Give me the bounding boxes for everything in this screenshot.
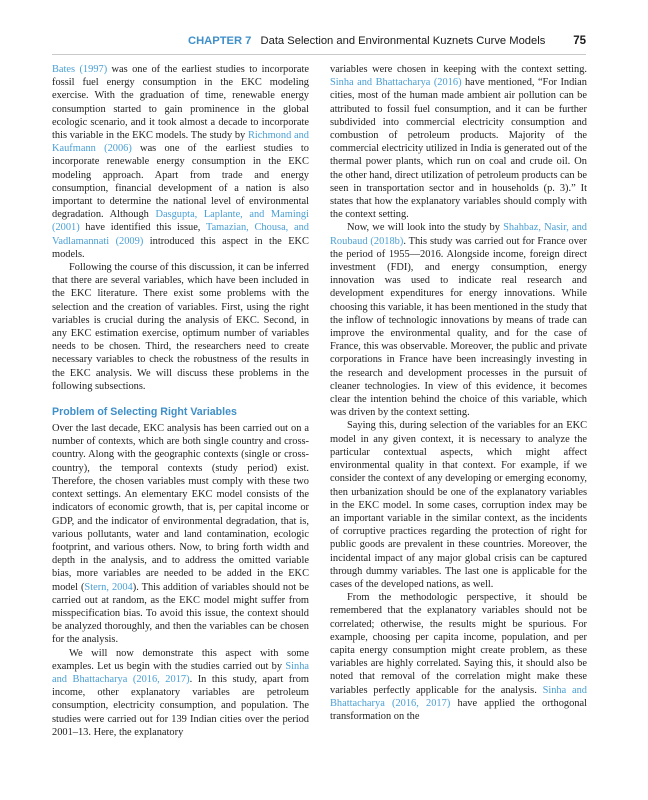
citation-link[interactable]: Bates (1997) <box>52 64 108 75</box>
text-run: . In this study, apart from income, other explanatory variables are petroleum consumption, electricity consumption, and population. The studies were carried out for 139 Indian cities over the period 2001–13. Here, the explanatory <box>52 673 309 738</box>
left-column <box>52 63 309 739</box>
text-run: Now, we will look into the study by <box>347 222 504 234</box>
page-number: 75 <box>573 35 586 47</box>
text-run: From the methodologic perspective, it should be remembered that the explanatory variables should not be correlated; otherwise, the results might be spurious. For example, choosing per capita income, population, and per capita energy consumption might create problem, as these variables are highly correlated. Saying this, it should also be noted that removal of the correlation might make these variables perfectly applicable for the analysis. <box>330 592 587 696</box>
section-heading: Problem of Selecting Right Variables <box>52 406 237 419</box>
text-run: introduced this aspect in the EKC models. <box>52 235 309 260</box>
running-header <box>188 33 586 49</box>
text-run: was one of the earliest studies to incorporate fossil fuel energy consumption in the EKC modeling exercise. With the graduation of time, renewable energy consumption started to gain prominence in the global ecologic scenario, and it took almost a decade to incorporate this variable in the EKC models. The study by <box>52 64 309 142</box>
text-run: was one of the earliest studies to incorporate renewable energy consumption in the EKC modeling approach. Apart from trade and energy consumption, financial development of a nation is also important to determine the national level of environmental degradation. Although <box>52 143 310 221</box>
text-run: have applied the orthogonal transformation on the <box>330 697 587 722</box>
text-run: variables were chosen in keeping with the context setting. <box>330 64 587 75</box>
citation-link[interactable]: Stern, 2004 <box>84 581 133 593</box>
citation-link[interactable]: Sinha and Bhattacharya (2016, 2017) <box>52 660 309 685</box>
citation-link[interactable]: Dasgupta, Laplante, and Mamingi (2001) <box>52 209 309 234</box>
right-column <box>330 63 587 723</box>
paragraph <box>52 647 309 739</box>
paragraph <box>330 221 587 419</box>
citation-link[interactable]: Richmond and Kaufmann (2006) <box>52 130 309 155</box>
text-run: We will now demonstrate this aspect with some examples. Let us begin with the studies carried out by <box>52 647 309 672</box>
chapter-title: Data Selection and Environmental Kuznets Curve Models <box>260 35 546 47</box>
paragraph <box>52 422 309 646</box>
text-run: . This study was carried out for France over the period of 1955—2016. Alongside income, foreign direct investment (FDI), and energy consumption, energy innovation was used to indicate real research and development expenditures for energy innovations. While choosing this variable, it has been mentioned in the study that the inflow of technologic innovations by means of trade can improve the environmental quality, and for the case of France, this was observable. Moreover, the public and private corporations in France have been increasingly investing in the research and development processes in the pursuit of cleaner technologies. In view of this evidence, it becomes clear the intention behind the choice of this variable, which was driven by the context setting. <box>330 235 587 419</box>
citation-link[interactable]: Sinha and Bhattacharya (2016, 2017) <box>330 684 587 709</box>
text-run: Over the last decade, EKC analysis has been carried out on a number of contexts, which are both single country and cross-country. Along with the geographic contexts (single or cross-country), the temporal contexts (study period) exist. Therefore, the chosen variables must comply with these two context settings. An elementary EKC model consists of the indicators of economic growth, that is, per capital income or GDP, and the indicator of environmental degradation, that is, various pollutants, water and land contamination, ecologic footprint, and various others. Now, to bring forth width and depth in the analysis, and to address the omitted variable bias, more variables are needed to be added in the EKC model ( <box>52 423 309 593</box>
paragraph <box>330 591 587 723</box>
paragraph <box>330 63 587 221</box>
citation-link[interactable]: Shahbaz, Nasir, and Roubaud (2018b) <box>330 222 587 247</box>
paragraph: Following the course of this discussion, it can be inferred that there are several variables, which have been included in the EKC literature. There exist some problems with the selection and the creation of variables. First, using the right variables is crucial during the analysis of EKC. Second, in any EKC estimation exercise, optimum number of variables needs to be chosen. Third, the researchers need to create necessary variables to check the robustness of the results in the EKC analysis. We will discuss these problems in the following subsections. <box>52 262 309 392</box>
paragraph: Saying this, during selection of the variables for an EKC model in any given context, it is necessary to analyze the particular contextual aspects, which might affect environmental quality in that context. For example, if we consider the context of any developing or emerging economy, then urbanization should be one of the explanatory variables in the EKC model. In some cases, corruption index may be an important variable in the similar context, as the incidents of corruptive practices regarding the protection of right for public goods are prevalent in these countries. Moreover, the incidental impact of any major global crisis can be captured through dummy variables. The last one is applicable for the cases of the developed nations, as well. <box>330 420 587 590</box>
paragraph <box>52 63 309 261</box>
header-rule <box>52 54 586 55</box>
chapter-label: CHAPTER 7 <box>188 35 252 47</box>
citation-link[interactable]: Tamazian, Chousa, and Vadlamannati (2009) <box>52 222 309 247</box>
text-run: have identified this issue, <box>79 222 206 234</box>
text-run: ). This addition of variables should not be carried out at random, as the EKC model might suffer from misspecification bias. To avoid this issue, the context should be analyzed thoroughly, and then the variables can be chosen for the analysis. <box>52 581 309 646</box>
text-run: have mentioned, “For Indian cities, most of the human made ambient air pollution can be attributed to fossil fuel consumption, and it can be further subdivided into commercial electricity consumption and combustion of petroleum products. Majority of the commercial electricity utilized in India is generated out of the thermal power plants, which run on coal and crude oil. On the other hand, direct utilization of petroleum products can be seen in transportation sector and in households (p. 3).” It states that how the explanatory variables should comply with the context setting. <box>330 77 587 221</box>
citation-link[interactable]: Sinha and Bhattacharya (2016) <box>330 77 462 89</box>
